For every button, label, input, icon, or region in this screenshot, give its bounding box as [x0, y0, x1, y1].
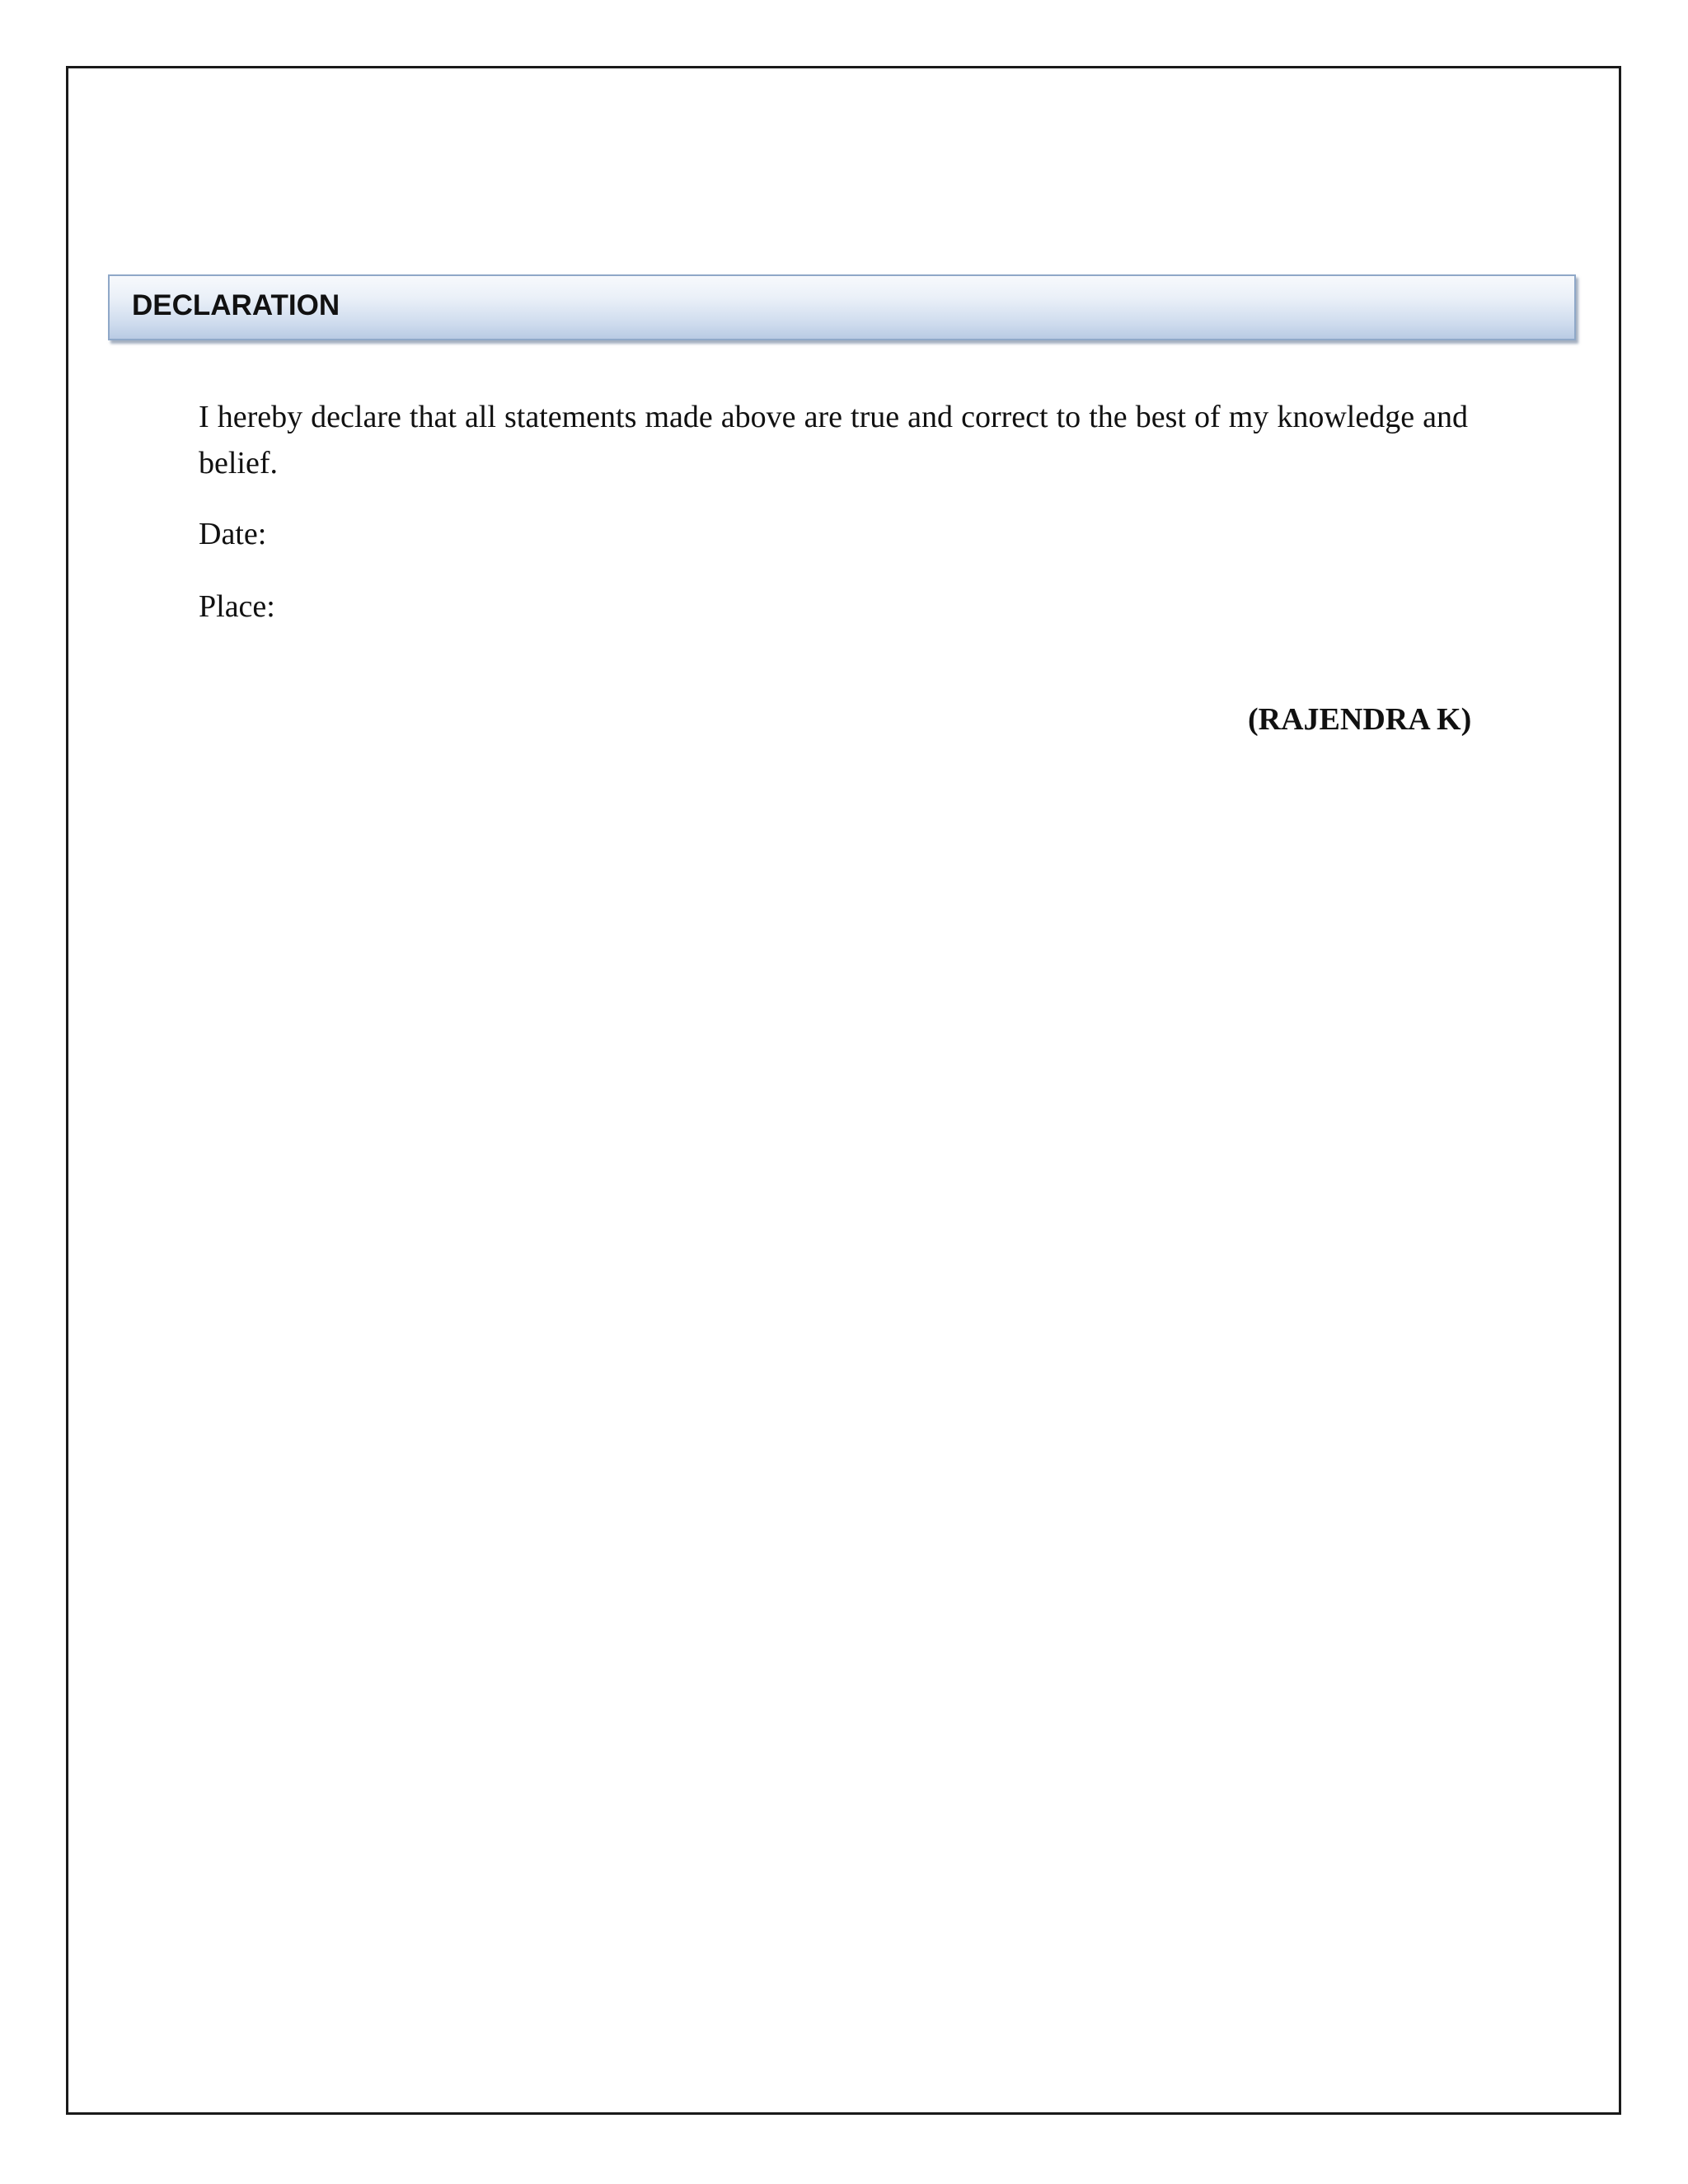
- date-label: Date:: [199, 517, 267, 551]
- page-border: [66, 66, 1621, 2115]
- section-title: DECLARATION: [132, 289, 340, 321]
- signatory-name: (RAJENDRA K): [1248, 702, 1472, 737]
- declaration-statement: I hereby declare that all statements made above are true and correct to the best of my knowledge and belief.: [199, 400, 1468, 480]
- declaration-section-header: [108, 274, 1576, 340]
- place-label: Place:: [199, 589, 275, 624]
